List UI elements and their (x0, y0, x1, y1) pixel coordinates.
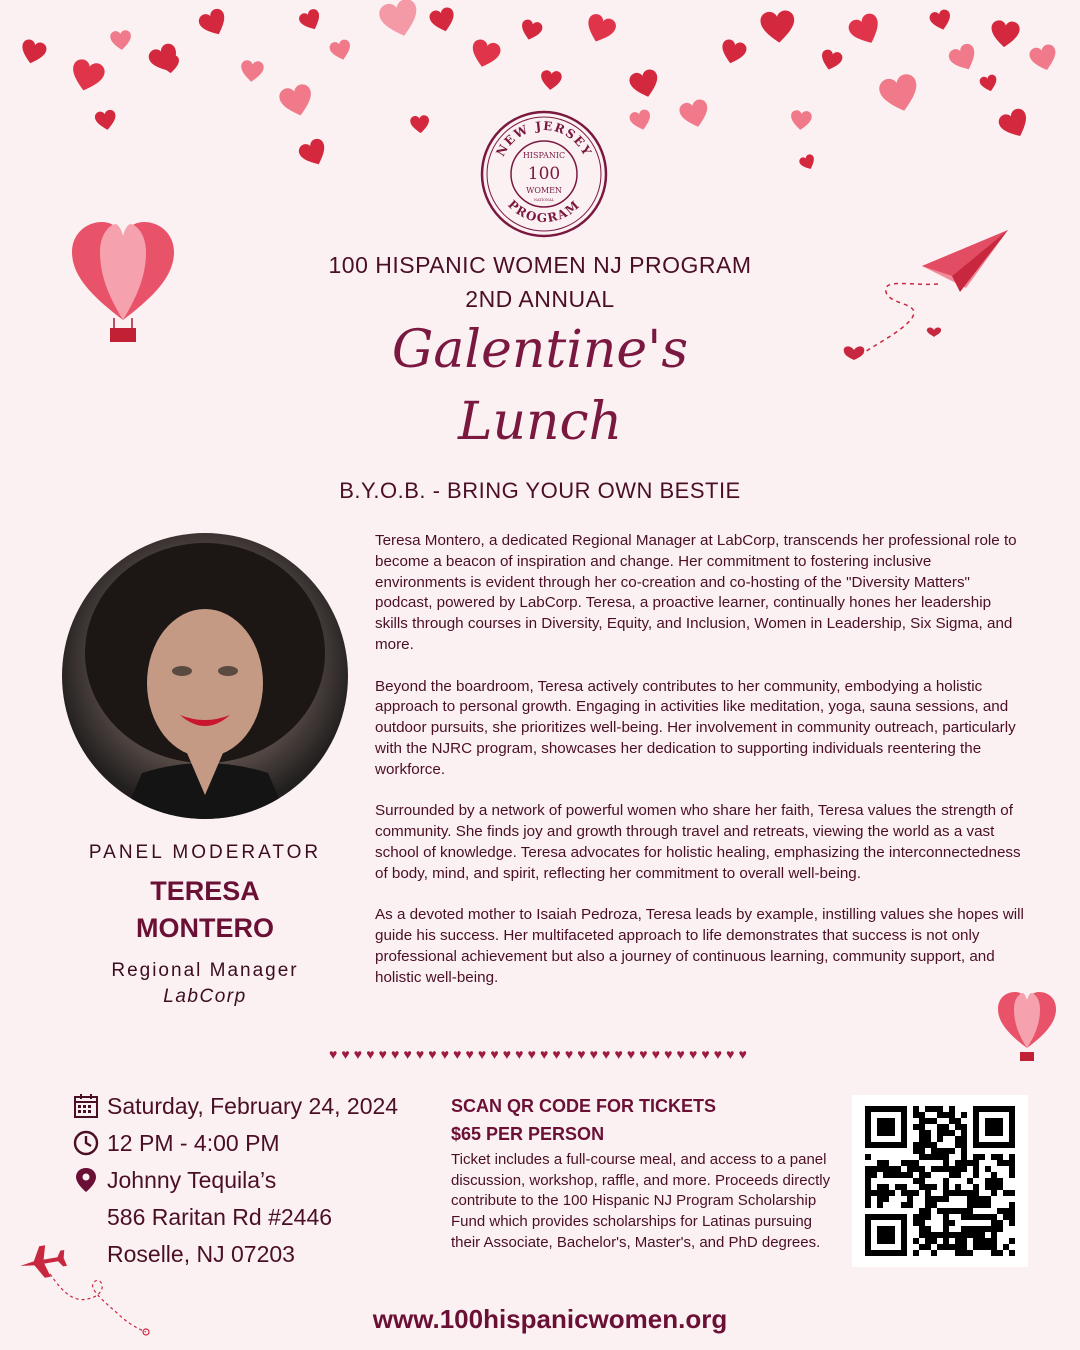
heart-icon (978, 73, 1000, 95)
heart-icon (717, 37, 749, 69)
organization-seal-logo (478, 108, 610, 240)
event-date: Saturday, February 24, 2024 (107, 1092, 399, 1119)
heart-icon (818, 48, 845, 75)
tickets-section (451, 1092, 841, 1254)
heart-icon (328, 38, 355, 65)
heart-icon (295, 135, 332, 172)
heart-icon (989, 19, 1022, 52)
heart-icon (995, 105, 1035, 145)
speaker-portrait (62, 533, 348, 819)
svg-text:100: 100 (527, 164, 561, 184)
heart-icon (518, 18, 545, 45)
heart-icon (876, 71, 925, 120)
speaker-bio (375, 531, 1025, 1009)
event-time-row (72, 1127, 280, 1159)
heart-icon (409, 114, 431, 136)
heart-icon (845, 10, 888, 53)
heart-icon (276, 81, 318, 123)
heart-icon (945, 40, 982, 77)
event-title-line1: Galentine's (391, 320, 689, 380)
bio-paragraph: Surrounded by a network of powerful women who share her faith, Teresa values the strength of community. She finds joy and growth through travel and retreats, viewing the world as a vast school of knowledge. Teresa advocates for holistic healing, emphasizing the interconnectedness of body, mind, and spirit, reflecting her commitment to overall well-being. (375, 802, 1021, 882)
heart-icon (66, 56, 108, 98)
speaker-role: PANEL MODERATOR (88, 842, 322, 863)
bio-paragraph: As a devoted mother to Isaiah Pedroza, Teresa leads by example, instilling values she hopes will guide his success. Her multifaceted approach to life demonstrates that success is not only professional achievement but also a journey of continuous learning, community support, and holistic well-being. (375, 906, 1024, 986)
heart-icon (159, 54, 181, 76)
event-time: 12 PM - 4:00 PM (107, 1129, 280, 1156)
tickets-heading: SCAN QR CODE FOR TICKETS (451, 1096, 717, 1116)
event-tagline: B.Y.O.B. - BRING YOUR OWN BESTIE (339, 478, 741, 503)
heart-icon (928, 8, 955, 35)
annual-label: 2ND ANNUAL (465, 286, 615, 312)
heart-balloon-small-icon (996, 990, 1058, 1064)
heart-icon (93, 108, 118, 133)
heart-icon (239, 59, 265, 85)
event-title-line2: Lunch (457, 392, 623, 452)
ticket-description: Ticket includes a full-course meal, and access to a panel discussion, workshop, raffle, and more. Proceeds directly contribute to the 100 Hispanic NJ Program Scholarship Fund which provides scholarships for Latinas pursuing their Associate, Bachelor's, Master's, and PhD degrees. (451, 1151, 831, 1251)
heart-icon (427, 5, 459, 37)
heart-icon (627, 67, 664, 104)
svg-text:NEW JERSEY: NEW JERSEY (493, 118, 595, 159)
bio-paragraph: Beyond the boardroom, Teresa actively contributes to her community, embodying a holistic approach to personal growth. Engaging in activities like meditation, yoga, sauna sessions, and outdoor pursuits, she prioritizes well-being. Her involvement in community outreach, particularly with the NJRC program, showcases her dedication to supporting individuals reentering the workforce. (375, 677, 1016, 778)
event-date-row (72, 1090, 398, 1122)
event-address-line1: 586 Raritan Rd #2446 (107, 1203, 333, 1230)
svg-text:WOMEN: WOMEN (526, 186, 562, 195)
location-pin-icon (72, 1166, 100, 1194)
website-link[interactable]: www.100hispanicwomen.org (372, 1304, 728, 1334)
ticket-price: $65 PER PERSON (451, 1124, 605, 1144)
speaker-company: LabCorp (163, 986, 247, 1007)
heart-icon (677, 97, 714, 134)
program-name: 100 HISPANIC WOMEN NJ PROGRAM (328, 252, 752, 278)
heart-icon (195, 5, 232, 42)
heart-icon (758, 8, 797, 47)
ticket-qr-code[interactable] (852, 1095, 1028, 1267)
calendar-icon (72, 1092, 100, 1120)
heart-icon (376, 0, 425, 44)
heart-icon (539, 69, 563, 93)
heart-icon (628, 108, 655, 135)
heart-icon (789, 109, 813, 133)
heart-icon (797, 152, 818, 173)
clock-icon (72, 1129, 100, 1157)
bio-paragraph: Teresa Montero, a dedicated Regional Manager at LabCorp, transcends her professional role to become a beacon of inspiration and change. Her commitment to fostering inclusive environments is evident through her co-creation and co-hosting of the "Diversity Matters" podcast, powered by LabCorp. Teresa, a proactive learner, continually hones her leadership skills through courses in Diversity, Equity, and Inclusion, Women in Leadership, Six Sigma, and more. (375, 532, 1017, 653)
heart-icon (581, 11, 619, 49)
speaker-first-name: TERESA (150, 876, 260, 906)
heart-icon (467, 37, 504, 74)
svg-text:HISPANIC: HISPANIC (522, 151, 566, 160)
speaker-title: Regional Manager (111, 960, 299, 981)
heart-icon (17, 37, 49, 69)
event-venue: Johnny Tequila’s (107, 1166, 277, 1193)
heart-icon (296, 6, 325, 35)
heart-icon (1027, 42, 1061, 76)
svg-text:PROGRAM: PROGRAM (505, 197, 583, 226)
hearts-divider: ♥♥♥♥♥♥♥♥♥♥♥♥♥♥♥♥♥♥♥♥♥♥♥♥♥♥♥♥♥♥♥♥♥♥ (328, 1046, 752, 1062)
event-venue-row (72, 1164, 276, 1196)
speaker-last-name: MONTERO (136, 913, 274, 943)
event-address-line2: Roselle, NJ 07203 (107, 1240, 295, 1267)
svg-text:NATIONAL: NATIONAL (534, 198, 554, 202)
heart-icon (109, 29, 133, 53)
